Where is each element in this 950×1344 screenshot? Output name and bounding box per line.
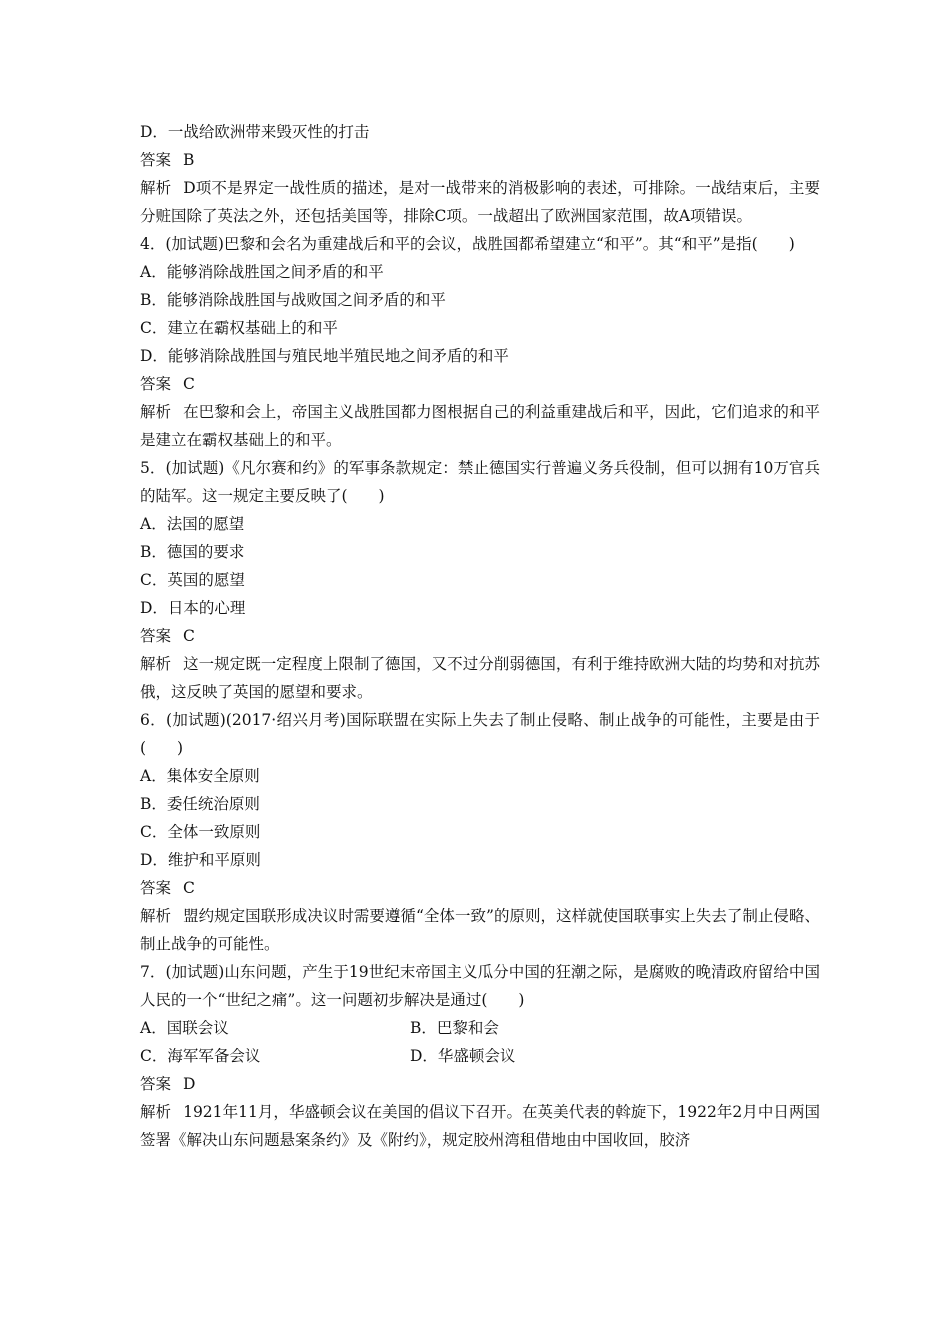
q7-answer (140, 1070, 820, 1098)
q7-options-row-1 (140, 1014, 820, 1042)
answer-label: 答案 (140, 627, 172, 645)
document-page (140, 118, 820, 1154)
q7-option-b: B．巴黎和会 (410, 1019, 499, 1037)
analysis-label: 解析 (140, 907, 172, 925)
answer-label: 答案 (140, 879, 172, 897)
q6-option-c: C．全体一致原则 (140, 823, 261, 841)
answer-value: D (183, 1075, 196, 1093)
q4-stem: 4．(加试题)巴黎和会名为重建战后和平的会议，战胜国都希望建立“和平”。其“和平”是指( ) (140, 235, 795, 253)
q4-option-c: C．建立在霸权基础上的和平 (140, 319, 338, 337)
analysis-text: 在巴黎和会上，帝国主义战胜国都力图根据自己的利益重建战后和平，因此，它们追求的和平是建立在霸权基础上的和平。 (140, 403, 820, 449)
analysis-label: 解析 (140, 655, 172, 673)
q5-option-d: D．日本的心理 (140, 599, 246, 617)
answer-label: 答案 (140, 151, 172, 169)
q7-option-d: D．华盛顿会议 (410, 1047, 516, 1065)
answer-value: C (183, 879, 195, 897)
analysis-label: 解析 (140, 1103, 172, 1121)
analysis-text: 1921年11月，华盛顿会议在美国的倡议下召开。在英美代表的斡旋下，1922年2月中日两国签署《解决山东问题悬案条约》及《附约》，规定胶州湾租借地由中国收回，胶济 (140, 1103, 820, 1149)
answer-label: 答案 (140, 375, 172, 393)
answer-value: C (183, 375, 195, 393)
q6-option-b: B．委任统治原则 (140, 795, 260, 813)
answer-value: B (183, 151, 195, 169)
q4-option-b: B．能够消除战胜国与战败国之间矛盾的和平 (140, 291, 446, 309)
q5-option-b: B．德国的要求 (140, 543, 245, 561)
q4-option-a: A．能够消除战胜国之间矛盾的和平 (140, 263, 384, 281)
analysis-text: 这一规定既一定程度上限制了德国，又不过分削弱德国，有利于维持欧洲大陆的均势和对抗苏俄，这反映了英国的愿望和要求。 (140, 655, 820, 701)
q5-answer (140, 622, 820, 650)
q5-option-a: A．法国的愿望 (140, 515, 245, 533)
q7-stem: 7．(加试题)山东问题，产生于19世纪末帝国主义瓜分中国的狂潮之际，是腐败的晚清政府留给中国人民的一个“世纪之痛”。这一问题初步解决是通过( ) (140, 963, 820, 1009)
q3-option-d: D．一战给欧洲带来毁灭性的打击 (140, 123, 370, 141)
q4-option-d: D．能够消除战胜国与殖民地半殖民地之间矛盾的和平 (140, 347, 509, 365)
q6-option-d: D．维护和平原则 (140, 851, 261, 869)
q5-analysis (140, 650, 820, 706)
answer-value: C (183, 627, 195, 645)
q5-stem: 5．(加试题)《凡尔赛和约》的军事条款规定：禁止德国实行普遍义务兵役制，但可以拥有10万官兵的陆军。这一规定主要反映了( ) (140, 459, 820, 505)
q7-option-a: A．国联会议 (140, 1019, 229, 1037)
q6-analysis (140, 902, 820, 958)
analysis-label: 解析 (140, 179, 172, 197)
q3-answer (140, 146, 820, 174)
q3-analysis (140, 174, 820, 230)
q7-analysis (140, 1098, 820, 1154)
analysis-text: D项不是界定一战性质的描述，是对一战带来的消极影响的表述，可排除。一战结束后，主要分赃国除了英法之外，还包括美国等，排除C项。一战超出了欧洲国家范围，故A项错误。 (140, 179, 820, 225)
q6-stem: 6．(加试题)(2017·绍兴月考)国际联盟在实际上失去了制止侵略、制止战争的可能性，主要是由于( ) (140, 711, 820, 757)
q5-option-c: C．英国的愿望 (140, 571, 245, 589)
q7-option-c: C．海军军备会议 (140, 1047, 261, 1065)
analysis-label: 解析 (140, 403, 172, 421)
analysis-text: 盟约规定国联形成决议时需要遵循“全体一致”的原则，这样就使国联事实上失去了制止侵略、制止战争的可能性。 (140, 907, 820, 953)
q7-options-row-2 (140, 1042, 820, 1070)
q6-option-a: A．集体安全原则 (140, 767, 260, 785)
q6-answer (140, 874, 820, 902)
q4-analysis (140, 398, 820, 454)
answer-label: 答案 (140, 1075, 172, 1093)
q4-answer (140, 370, 820, 398)
